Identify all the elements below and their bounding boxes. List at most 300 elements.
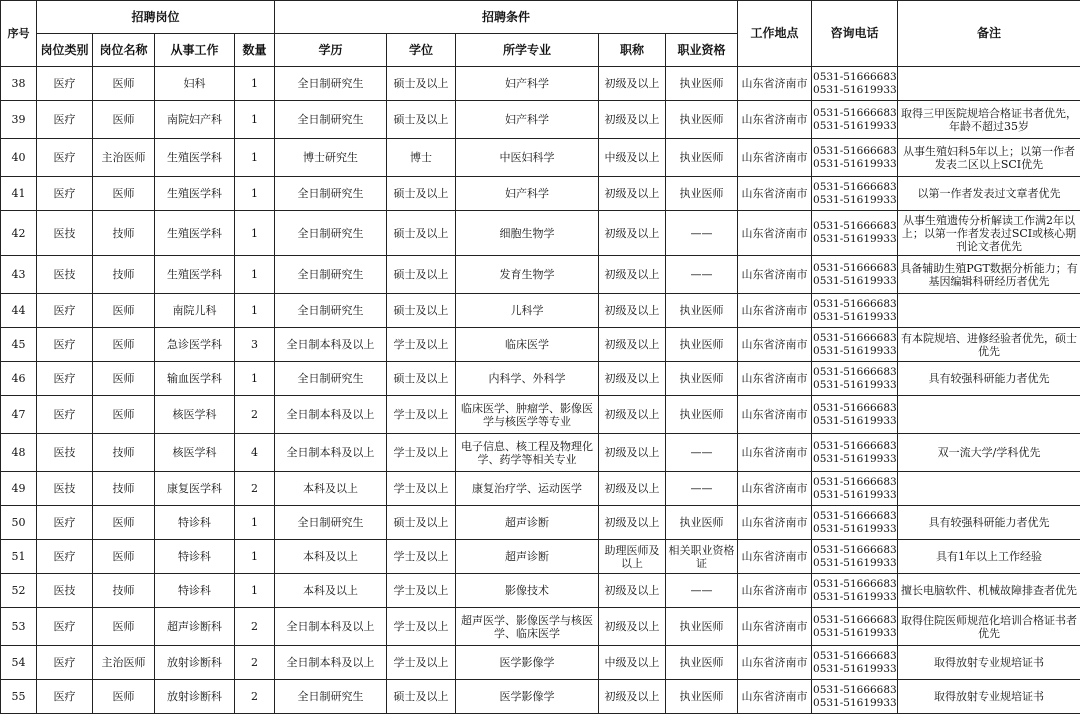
education-cell: 本科及以上 [275, 540, 387, 574]
count-cell: 2 [235, 608, 275, 646]
title-cell: 初级及以上 [599, 472, 666, 506]
location-cell: 山东省济南市 [738, 177, 812, 211]
title-cell: 中级及以上 [599, 646, 666, 680]
count-cell: 4 [235, 434, 275, 472]
qualification-cell: 执业医师 [666, 101, 738, 139]
count-cell: 1 [235, 540, 275, 574]
degree-cell: 硕士及以上 [387, 294, 456, 328]
post-name-cell: 主治医师 [93, 139, 155, 177]
qualification-cell: 执业医师 [666, 608, 738, 646]
degree-cell: 学士及以上 [387, 328, 456, 362]
phone-cell [812, 680, 898, 714]
work-cell: 核医学科 [155, 396, 235, 434]
phone-cell [812, 506, 898, 540]
major-cell: 发育生物学 [456, 256, 599, 294]
remark-cell: 有本院规培、进修经验者优先，硕士优先 [898, 328, 1080, 362]
title-cell: 初级及以上 [599, 211, 666, 256]
table-row [1, 256, 1080, 294]
phone-cell [812, 472, 898, 506]
post-type-cell: 医疗 [37, 396, 93, 434]
location-cell: 山东省济南市 [738, 540, 812, 574]
location-cell: 山东省济南市 [738, 211, 812, 256]
phone-number-2: 0531-51619933 [813, 311, 896, 324]
degree-cell: 硕士及以上 [387, 680, 456, 714]
phone-number-1: 0531-51666683 [813, 544, 896, 557]
seq-cell: 49 [1, 472, 37, 506]
phone-number-1: 0531-51666683 [813, 181, 896, 194]
qualification-cell: 执业医师 [666, 396, 738, 434]
seq-cell: 46 [1, 362, 37, 396]
phone-number-2: 0531-51619933 [813, 84, 896, 97]
phone-number-2: 0531-51619933 [813, 194, 896, 207]
seq-cell: 41 [1, 177, 37, 211]
phone-cell [812, 67, 898, 101]
title-cell: 初级及以上 [599, 362, 666, 396]
post-type-cell: 医技 [37, 211, 93, 256]
post-type-cell: 医技 [37, 434, 93, 472]
post-type-cell: 医疗 [37, 680, 93, 714]
major-cell: 康复治疗学、运动医学 [456, 472, 599, 506]
phone-number-2: 0531-51619933 [813, 663, 896, 676]
remark-cell: 取得放射专业规培证书 [898, 646, 1080, 680]
count-cell: 1 [235, 67, 275, 101]
seq-cell: 44 [1, 294, 37, 328]
education-cell: 本科及以上 [275, 574, 387, 608]
post-type-cell: 医疗 [37, 101, 93, 139]
post-name-cell: 医师 [93, 680, 155, 714]
work-cell: 生殖医学科 [155, 139, 235, 177]
qualification-cell: 执业医师 [666, 680, 738, 714]
phone-number-1: 0531-51666683 [813, 476, 896, 489]
education-cell: 本科及以上 [275, 472, 387, 506]
table-row [1, 608, 1080, 646]
education-cell: 全日制研究生 [275, 177, 387, 211]
phone-cell [812, 211, 898, 256]
table-row [1, 328, 1080, 362]
qualification-cell: 执业医师 [666, 294, 738, 328]
table-body [1, 67, 1080, 714]
major-cell: 儿科学 [456, 294, 599, 328]
phone-number-2: 0531-51619933 [813, 345, 896, 358]
degree-cell: 硕士及以上 [387, 67, 456, 101]
location-cell: 山东省济南市 [738, 328, 812, 362]
phone-number-2: 0531-51619933 [813, 379, 896, 392]
major-cell: 医学影像学 [456, 680, 599, 714]
count-cell: 2 [235, 396, 275, 434]
remark-cell: 具有较强科研能力者优先 [898, 362, 1080, 396]
header-count: 数量 [235, 34, 275, 67]
location-cell: 山东省济南市 [738, 101, 812, 139]
remark-cell: 具有1年以上工作经验 [898, 540, 1080, 574]
title-cell: 初级及以上 [599, 256, 666, 294]
phone-number-1: 0531-51666683 [813, 262, 896, 275]
title-cell: 初级及以上 [599, 680, 666, 714]
education-cell: 全日制本科及以上 [275, 646, 387, 680]
phone-number-2: 0531-51619933 [813, 275, 896, 288]
remark-cell [898, 294, 1080, 328]
phone-number-1: 0531-51666683 [813, 71, 896, 84]
table-row [1, 67, 1080, 101]
seq-cell: 42 [1, 211, 37, 256]
degree-cell: 学士及以上 [387, 574, 456, 608]
location-cell: 山东省济南市 [738, 506, 812, 540]
phone-number-1: 0531-51666683 [813, 510, 896, 523]
post-type-cell: 医疗 [37, 67, 93, 101]
seq-cell: 53 [1, 608, 37, 646]
seq-cell: 48 [1, 434, 37, 472]
post-name-cell: 医师 [93, 540, 155, 574]
location-cell: 山东省济南市 [738, 680, 812, 714]
post-type-cell: 医疗 [37, 540, 93, 574]
post-name-cell: 医师 [93, 362, 155, 396]
seq-cell: 47 [1, 396, 37, 434]
qualification-cell: 执业医师 [666, 646, 738, 680]
major-cell: 妇产科学 [456, 67, 599, 101]
count-cell: 2 [235, 646, 275, 680]
post-name-cell: 医师 [93, 177, 155, 211]
title-cell: 初级及以上 [599, 101, 666, 139]
major-cell: 妇产科学 [456, 101, 599, 139]
qualification-cell: —— [666, 211, 738, 256]
education-cell: 全日制研究生 [275, 362, 387, 396]
qualification-cell: 执业医师 [666, 177, 738, 211]
location-cell: 山东省济南市 [738, 139, 812, 177]
title-cell: 初级及以上 [599, 328, 666, 362]
count-cell: 1 [235, 294, 275, 328]
count-cell: 1 [235, 139, 275, 177]
phone-number-2: 0531-51619933 [813, 591, 896, 604]
major-cell: 内科学、外科学 [456, 362, 599, 396]
table-row [1, 540, 1080, 574]
remark-cell: 具有较强科研能力者优先 [898, 506, 1080, 540]
post-name-cell: 技师 [93, 434, 155, 472]
degree-cell: 硕士及以上 [387, 362, 456, 396]
post-type-cell: 医疗 [37, 139, 93, 177]
remark-cell [898, 472, 1080, 506]
post-name-cell: 医师 [93, 396, 155, 434]
remark-cell: 取得住院医师规范化培训合格证书者优先 [898, 608, 1080, 646]
education-cell: 全日制本科及以上 [275, 608, 387, 646]
major-cell: 影像技术 [456, 574, 599, 608]
header-remark: 备注 [898, 1, 1080, 67]
phone-cell [812, 396, 898, 434]
work-cell: 生殖医学科 [155, 177, 235, 211]
major-cell: 电子信息、核工程及物理化学、药学等相关专业 [456, 434, 599, 472]
remark-cell: 具备辅助生殖PGT数据分析能力；有基因编辑科研经历者优先 [898, 256, 1080, 294]
title-cell: 初级及以上 [599, 177, 666, 211]
degree-cell: 学士及以上 [387, 396, 456, 434]
qualification-cell: —— [666, 256, 738, 294]
qualification-cell: 执业医师 [666, 362, 738, 396]
header-seq: 序号 [1, 1, 37, 67]
phone-number-1: 0531-51666683 [813, 145, 896, 158]
table-row [1, 396, 1080, 434]
major-cell: 超声医学、影像医学与核医学、临床医学 [456, 608, 599, 646]
count-cell: 1 [235, 101, 275, 139]
phone-number-1: 0531-51666683 [813, 298, 896, 311]
table-row [1, 472, 1080, 506]
phone-cell [812, 608, 898, 646]
phone-cell [812, 434, 898, 472]
phone-cell [812, 294, 898, 328]
work-cell: 放射诊断科 [155, 680, 235, 714]
seq-cell: 40 [1, 139, 37, 177]
phone-number-2: 0531-51619933 [813, 415, 896, 428]
header-education: 学历 [275, 34, 387, 67]
count-cell: 1 [235, 211, 275, 256]
seq-cell: 55 [1, 680, 37, 714]
count-cell: 1 [235, 362, 275, 396]
work-cell: 输血医学科 [155, 362, 235, 396]
phone-cell [812, 177, 898, 211]
qualification-cell: 执业医师 [666, 506, 738, 540]
phone-number-2: 0531-51619933 [813, 158, 896, 171]
phone-number-1: 0531-51666683 [813, 220, 896, 233]
title-cell: 初级及以上 [599, 294, 666, 328]
title-cell: 中级及以上 [599, 139, 666, 177]
degree-cell: 硕士及以上 [387, 101, 456, 139]
table-row [1, 294, 1080, 328]
degree-cell: 博士 [387, 139, 456, 177]
post-name-cell: 医师 [93, 506, 155, 540]
work-cell: 超声诊断科 [155, 608, 235, 646]
table-row [1, 574, 1080, 608]
major-cell: 超声诊断 [456, 506, 599, 540]
remark-cell: 从事生殖遗传分析解读工作满2年以上；以第一作者发表过SCI或核心期刊论文者优先 [898, 211, 1080, 256]
table-row [1, 680, 1080, 714]
post-name-cell: 医师 [93, 67, 155, 101]
location-cell: 山东省济南市 [738, 646, 812, 680]
table-row [1, 434, 1080, 472]
count-cell: 3 [235, 328, 275, 362]
phone-cell [812, 574, 898, 608]
seq-cell: 38 [1, 67, 37, 101]
phone-cell [812, 362, 898, 396]
table-row [1, 646, 1080, 680]
remark-cell [898, 396, 1080, 434]
qualification-cell: —— [666, 434, 738, 472]
header-post-name: 岗位名称 [93, 34, 155, 67]
post-name-cell: 医师 [93, 608, 155, 646]
phone-number-1: 0531-51666683 [813, 440, 896, 453]
remark-cell: 以第一作者发表过文章者优先 [898, 177, 1080, 211]
work-cell: 生殖医学科 [155, 256, 235, 294]
title-cell: 助理医师及以上 [599, 540, 666, 574]
post-name-cell: 医师 [93, 328, 155, 362]
major-cell: 医学影像学 [456, 646, 599, 680]
post-name-cell: 主治医师 [93, 646, 155, 680]
phone-number-2: 0531-51619933 [813, 523, 896, 536]
header-major: 所学专业 [456, 34, 599, 67]
work-cell: 康复医学科 [155, 472, 235, 506]
degree-cell: 学士及以上 [387, 646, 456, 680]
table-row [1, 506, 1080, 540]
location-cell: 山东省济南市 [738, 362, 812, 396]
major-cell: 临床医学 [456, 328, 599, 362]
location-cell: 山东省济南市 [738, 396, 812, 434]
header-title: 职称 [599, 34, 666, 67]
degree-cell: 硕士及以上 [387, 177, 456, 211]
phone-number-1: 0531-51666683 [813, 332, 896, 345]
title-cell: 初级及以上 [599, 396, 666, 434]
location-cell: 山东省济南市 [738, 574, 812, 608]
degree-cell: 学士及以上 [387, 540, 456, 574]
education-cell: 全日制研究生 [275, 680, 387, 714]
work-cell: 急诊医学科 [155, 328, 235, 362]
qualification-cell: 相关职业资格证 [666, 540, 738, 574]
education-cell: 全日制研究生 [275, 101, 387, 139]
phone-number-1: 0531-51666683 [813, 650, 896, 663]
education-cell: 全日制研究生 [275, 211, 387, 256]
education-cell: 博士研究生 [275, 139, 387, 177]
table-row [1, 362, 1080, 396]
title-cell: 初级及以上 [599, 434, 666, 472]
location-cell: 山东省济南市 [738, 67, 812, 101]
phone-number-2: 0531-51619933 [813, 489, 896, 502]
education-cell: 全日制本科及以上 [275, 396, 387, 434]
remark-cell [898, 67, 1080, 101]
education-cell: 全日制本科及以上 [275, 328, 387, 362]
remark-cell: 从事生殖妇科5年以上；以第一作者发表二区以上SCI优先 [898, 139, 1080, 177]
phone-number-1: 0531-51666683 [813, 684, 896, 697]
remark-cell: 双一流大学/学科优先 [898, 434, 1080, 472]
post-type-cell: 医疗 [37, 362, 93, 396]
major-cell: 细胞生物学 [456, 211, 599, 256]
degree-cell: 硕士及以上 [387, 506, 456, 540]
degree-cell: 硕士及以上 [387, 211, 456, 256]
degree-cell: 学士及以上 [387, 434, 456, 472]
phone-number-1: 0531-51666683 [813, 614, 896, 627]
phone-number-1: 0531-51666683 [813, 402, 896, 415]
post-name-cell: 技师 [93, 211, 155, 256]
table-row [1, 101, 1080, 139]
phone-number-2: 0531-51619933 [813, 120, 896, 133]
remark-cell: 取得三甲医院规培合格证书者优先，年龄不超过35岁 [898, 101, 1080, 139]
seq-cell: 45 [1, 328, 37, 362]
post-type-cell: 医疗 [37, 646, 93, 680]
title-cell: 初级及以上 [599, 608, 666, 646]
post-type-cell: 医疗 [37, 328, 93, 362]
header-phone: 咨询电话 [812, 1, 898, 67]
work-cell: 南院儿科 [155, 294, 235, 328]
phone-cell [812, 328, 898, 362]
count-cell: 1 [235, 574, 275, 608]
phone-cell [812, 101, 898, 139]
table-row [1, 177, 1080, 211]
degree-cell: 学士及以上 [387, 472, 456, 506]
post-type-cell: 医疗 [37, 608, 93, 646]
qualification-cell: 执业医师 [666, 328, 738, 362]
qualification-cell: —— [666, 472, 738, 506]
table-row [1, 211, 1080, 256]
work-cell: 特诊科 [155, 540, 235, 574]
seq-cell: 51 [1, 540, 37, 574]
location-cell: 山东省济南市 [738, 294, 812, 328]
education-cell: 全日制研究生 [275, 294, 387, 328]
seq-cell: 39 [1, 101, 37, 139]
location-cell: 山东省济南市 [738, 608, 812, 646]
post-name-cell: 技师 [93, 256, 155, 294]
remark-cell: 取得放射专业规培证书 [898, 680, 1080, 714]
work-cell: 放射诊断科 [155, 646, 235, 680]
phone-cell [812, 256, 898, 294]
count-cell: 1 [235, 177, 275, 211]
phone-cell [812, 646, 898, 680]
phone-number-1: 0531-51666683 [813, 578, 896, 591]
post-type-cell: 医技 [37, 256, 93, 294]
header-group-post: 招聘岗位 [37, 1, 275, 34]
count-cell: 1 [235, 506, 275, 540]
post-type-cell: 医疗 [37, 506, 93, 540]
education-cell: 全日制本科及以上 [275, 434, 387, 472]
location-cell: 山东省济南市 [738, 434, 812, 472]
title-cell: 初级及以上 [599, 574, 666, 608]
phone-number-2: 0531-51619933 [813, 697, 896, 710]
seq-cell: 52 [1, 574, 37, 608]
phone-number-1: 0531-51666683 [813, 366, 896, 379]
header-post-type: 岗位类别 [37, 34, 93, 67]
remark-cell: 擅长电脑软件、机械故障排查者优先 [898, 574, 1080, 608]
major-cell: 妇产科学 [456, 177, 599, 211]
phone-cell [812, 139, 898, 177]
work-cell: 妇科 [155, 67, 235, 101]
post-name-cell: 医师 [93, 294, 155, 328]
work-cell: 核医学科 [155, 434, 235, 472]
location-cell: 山东省济南市 [738, 256, 812, 294]
phone-number-2: 0531-51619933 [813, 627, 896, 640]
major-cell: 超声诊断 [456, 540, 599, 574]
work-cell: 南院妇产科 [155, 101, 235, 139]
location-cell: 山东省济南市 [738, 472, 812, 506]
seq-cell: 50 [1, 506, 37, 540]
degree-cell: 硕士及以上 [387, 256, 456, 294]
post-name-cell: 技师 [93, 472, 155, 506]
header-group-condition: 招聘条件 [275, 1, 738, 34]
qualification-cell: —— [666, 574, 738, 608]
table-row [1, 139, 1080, 177]
post-type-cell: 医技 [37, 574, 93, 608]
phone-number-1: 0531-51666683 [813, 107, 896, 120]
work-cell: 特诊科 [155, 574, 235, 608]
header-qualification: 职业资格 [666, 34, 738, 67]
title-cell: 初级及以上 [599, 67, 666, 101]
qualification-cell: 执业医师 [666, 139, 738, 177]
count-cell: 1 [235, 256, 275, 294]
header-degree: 学位 [387, 34, 456, 67]
degree-cell: 学士及以上 [387, 608, 456, 646]
phone-cell [812, 540, 898, 574]
phone-number-2: 0531-51619933 [813, 453, 896, 466]
phone-number-2: 0531-51619933 [813, 233, 896, 246]
education-cell: 全日制研究生 [275, 256, 387, 294]
count-cell: 2 [235, 472, 275, 506]
major-cell: 中医妇科学 [456, 139, 599, 177]
education-cell: 全日制研究生 [275, 506, 387, 540]
post-type-cell: 医疗 [37, 294, 93, 328]
major-cell: 临床医学、肿瘤学、影像医学与核医学等专业 [456, 396, 599, 434]
post-type-cell: 医疗 [37, 177, 93, 211]
header-location: 工作地点 [738, 1, 812, 67]
phone-number-2: 0531-51619933 [813, 557, 896, 570]
title-cell: 初级及以上 [599, 506, 666, 540]
post-name-cell: 医师 [93, 101, 155, 139]
work-cell: 生殖医学科 [155, 211, 235, 256]
header-work: 从事工作 [155, 34, 235, 67]
seq-cell: 54 [1, 646, 37, 680]
count-cell: 2 [235, 680, 275, 714]
education-cell: 全日制研究生 [275, 67, 387, 101]
post-type-cell: 医技 [37, 472, 93, 506]
